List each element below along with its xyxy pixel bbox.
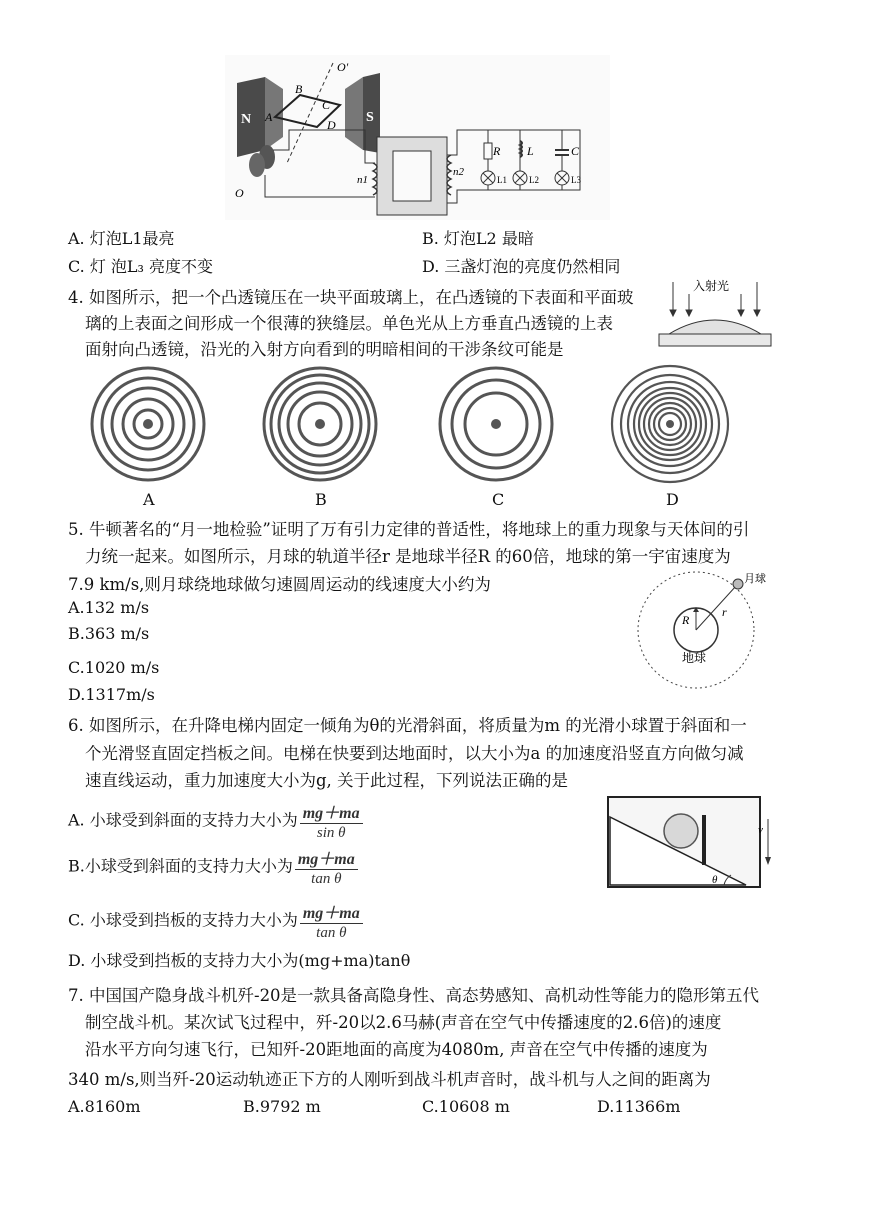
q3-option-a: A. 灯泡L1最亮 <box>68 229 175 248</box>
q5-option-d: D.1317m/s <box>68 685 155 704</box>
ring-choice-a: A <box>143 490 155 509</box>
interference-rings-figure <box>80 362 740 512</box>
q5-option-a: A.132 m/s <box>68 598 150 617</box>
q7-option-c: C.10608 m <box>422 1097 510 1116</box>
q4-stem-line-3: 面射向凸透镜，沿光的入射方向看到的明暗相间的干涉条纹可能是 <box>85 340 564 359</box>
inductor-l-label: L <box>527 144 534 158</box>
rings-option-c <box>440 368 552 480</box>
q7-stem-line-4: 340 m/s,则当歼-20运动轨迹正下方的人刚听到战斗机声音时，战斗机与人之间的距离为 <box>68 1070 711 1089</box>
coil-d-label: D <box>327 118 336 132</box>
ring-choice-c: C <box>492 490 505 509</box>
q5-stem-line-2: 力统一起来。如图所示，月球的轨道半径r 是地球半径R 的60倍，地球的第一宇宙速度为 <box>85 547 731 566</box>
orbit-radius-label: r <box>722 605 727 619</box>
bulb-l2-label: L2 <box>529 175 539 185</box>
rings-option-a <box>92 368 204 480</box>
fraction-denominator: tan θ <box>311 871 342 887</box>
coil-b-label: B <box>295 82 303 96</box>
q5-option-c: C.1020 m/s <box>68 658 160 677</box>
resistor-r-label: R <box>493 144 501 158</box>
lens-figure <box>655 276 775 356</box>
fraction <box>300 800 363 842</box>
coil-a-label: A <box>265 110 273 124</box>
fraction-numerator: mg＋ma <box>300 900 363 924</box>
q6-stem-line-1: 6. 如图所示，在升降电梯内固定一倾角为θ的光滑斜面，将质量为m 的光滑小球置于斜面和一 <box>68 716 747 735</box>
incline-elevator-figure <box>606 795 776 890</box>
q4-stem-line-1: 4. 如图所示，把一个凸透镜压在一块平面玻璃上，在凸透镜的下表面和平面玻 <box>68 288 634 307</box>
fraction-denominator: tan θ <box>316 925 347 941</box>
rings-option-d <box>612 366 728 482</box>
q6-stem-line-3: 速直线运动，重力加速度大小为g, 关于此过程，下列说法正确的是 <box>85 771 569 790</box>
earth-label: 地球 <box>682 651 707 665</box>
ring-choice-d: D <box>666 490 679 509</box>
bulb-l1-label: L1 <box>497 175 507 185</box>
axis-o-prime-label: O' <box>337 60 349 74</box>
bulb-l3-label: L3 <box>571 175 581 185</box>
fraction-denominator: sin θ <box>316 825 346 841</box>
earth-moon-orbit-figure <box>632 562 772 692</box>
fraction <box>300 900 363 942</box>
rings-option-b <box>264 368 376 480</box>
q5-option-b: B.363 m/s <box>68 624 150 643</box>
fraction <box>295 846 358 888</box>
q6-option-a <box>68 800 363 842</box>
secondary-n2-label: n2 <box>453 166 464 178</box>
q6-option-c-text: C. 小球受到挡板的支持力大小为 <box>68 910 298 930</box>
q5-stem-line-3: 7.9 km/s,则月球绕地球做匀速圆周运动的线速度大小约为 <box>68 575 491 594</box>
earth-radius-label: R <box>682 613 690 627</box>
q7-option-b: B.9792 m <box>243 1097 321 1116</box>
velocity-v-label: v <box>758 824 763 836</box>
q7-option-d: D.11366m <box>597 1097 681 1116</box>
fraction-numerator: mg＋ma <box>300 800 363 824</box>
primary-n1-label: n1 <box>357 174 368 186</box>
q7-stem-line-3: 沿水平方向匀速飞行，已知歼-20距地面的高度为4080m, 声音在空气中传播的速度为 <box>85 1040 708 1059</box>
q6-option-c <box>68 900 363 942</box>
fraction-numerator: mg＋ma <box>295 846 358 870</box>
coil-c-label: C <box>322 98 331 112</box>
q6-option-d: D. 小球受到挡板的支持力大小为(mg+ma)tanθ <box>68 951 411 970</box>
q5-stem-line-1: 5. 牛顿著名的“月一地检验”证明了万有引力定律的普适性，将地球上的重力现象与天体间的引 <box>68 520 750 539</box>
ring-choice-b: B <box>315 490 327 509</box>
q7-stem-line-2: 制空战斗机。某次试飞过程中，歼-20以2.6马赫(声音在空气中传播速度的2.6倍)的速度 <box>85 1013 722 1032</box>
magnet-n-label: N <box>241 112 252 127</box>
q3-option-b: B. 灯泡L2 最暗 <box>422 229 534 248</box>
q4-stem-line-2: 璃的上表面之间形成一个很薄的狭缝层。单色光从上方垂直凸透镜的上表 <box>85 314 613 333</box>
q6-option-b-text: B.小球受到斜面的支持力大小为 <box>68 856 293 876</box>
q7-stem-line-1: 7. 中国国产隐身战斗机歼-20是一款具备高隐身性、高态势感知、高机动性等能力的隐形第五代 <box>68 986 760 1005</box>
q6-option-a-text: A. 小球受到斜面的支持力大小为 <box>68 810 298 830</box>
q7-option-a: A.8160m <box>68 1097 141 1116</box>
q6-stem-line-2: 个光滑竖直固定挡板之间。电梯在快要到达地面时，以大小为a 的加速度沿竖直方向做匀减 <box>85 744 744 763</box>
capacitor-c-label: C <box>571 144 580 158</box>
q3-option-c: C. 灯 泡L₃ 亮度不变 <box>68 257 214 276</box>
moon-label: 月球 <box>744 572 766 585</box>
incident-light-label: 入射光 <box>693 279 730 293</box>
q3-option-d: D. 三盏灯泡的亮度仍然相同 <box>422 257 621 276</box>
q6-option-b <box>68 846 358 888</box>
magnet-s-label: S <box>366 110 374 125</box>
generator-transformer-figure <box>225 55 610 220</box>
axis-o-label: O <box>235 186 244 200</box>
angle-theta-label: θ <box>712 874 718 886</box>
